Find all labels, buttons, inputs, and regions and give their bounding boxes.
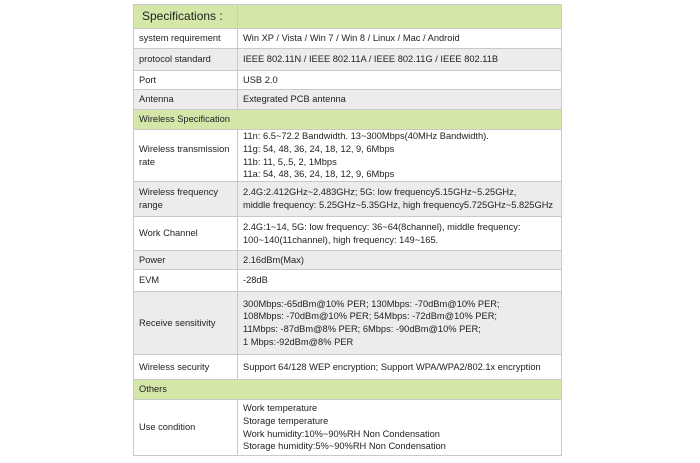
spec-value-line: Work temperature (243, 403, 318, 414)
spec-label: Work Channel (134, 217, 238, 251)
spec-value-line: 300Mbps:-65dBm@10% PER; 130Mbps: -70dBm@10% PER; (243, 298, 500, 309)
spec-value-line: -28dB (243, 275, 268, 286)
spec-value-line: 1 Mbps:-92dBm@8% PER (243, 336, 354, 347)
spec-value-line: 11n: 6.5~72.2 Bandwidth. 13~300Mbps(40MHz Bandwidth). (243, 131, 489, 142)
spec-row (134, 49, 562, 71)
spec-value-line: Work humidity:10%~90%RH Non Condensation (243, 428, 440, 439)
spec-label: system requirement (134, 29, 238, 49)
spec-value-line: IEEE 802.11N / IEEE 802.11A / IEEE 802.11G / IEEE 802.11B (243, 54, 499, 65)
spec-value (238, 29, 562, 49)
others-section-label: Others (134, 380, 562, 400)
spec-value-line: Storage humidity:5%~90%RH Non Condensation (243, 441, 446, 452)
spec-label: protocol standard (134, 49, 238, 71)
spec-value (238, 182, 562, 217)
spec-value-line: Storage temperature (243, 415, 329, 426)
specifications-header-row (134, 5, 562, 29)
spec-value-line: middle frequency: 5.25GHz~5.35GHz, high frequency5.725GHz~5.825GHz (243, 200, 554, 210)
spec-value (238, 71, 562, 90)
spec-row (134, 251, 562, 270)
spec-value (238, 355, 562, 380)
spec-row (134, 400, 562, 456)
spec-value-line: 2.4G:2.412GHz~2.483GHz; 5G: low frequency5.15GHz~5.25GHz, (243, 187, 517, 198)
spec-label: Wireless frequency range (134, 182, 238, 217)
spec-label: Receive sensitivity (134, 292, 238, 355)
spec-value-line: 2.16dBm(Max) (243, 254, 304, 265)
spec-label: EVM (134, 270, 238, 292)
spec-row (134, 90, 562, 110)
spec-value-line: 11Mbps: -87dBm@8% PER; 6Mbps: -90dBm@10% PER; (243, 324, 481, 334)
spec-value (238, 130, 562, 182)
spec-value (238, 292, 562, 355)
others-section (134, 380, 562, 400)
spec-label: Power (134, 251, 238, 270)
spec-value-line: Win XP / Vista / Win 7 / Win 8 / Linux / Mac / Android (243, 33, 460, 44)
spec-value-line: 100~140(11channel), high frequency: 149~165. (243, 234, 439, 245)
spec-row (134, 29, 562, 49)
spec-row (134, 292, 562, 355)
spec-label: Port (134, 71, 238, 90)
spec-row (134, 182, 562, 217)
spec-value-line: Support 64/128 WEP encryption; Support WPA/WPA2/802.1x encryption (243, 361, 541, 372)
spec-value-line: USB 2.0 (243, 74, 278, 85)
spec-row (134, 270, 562, 292)
spec-value (238, 400, 562, 456)
spec-value-line: 2.4G:1~14, 5G: low frequency: 36~64(8channel), middle frequency: (243, 221, 521, 232)
spec-value (238, 217, 562, 251)
spec-value-line: 11g: 54, 48, 36, 24, 18, 12, 9, 6Mbps (243, 143, 395, 154)
spec-label: Wireless security (134, 355, 238, 380)
spec-value-line: 11a: 54, 48, 36, 24, 18, 12, 9, 6Mbps (243, 169, 395, 180)
spec-row (134, 71, 562, 90)
spec-value-line: 11b: 11, 5,.5, 2, 1Mbps (243, 156, 337, 167)
spec-value (238, 270, 562, 292)
spec-row (134, 217, 562, 251)
spec-label: Antenna (134, 90, 238, 110)
spec-value (238, 90, 562, 110)
spec-value (238, 251, 562, 270)
specifications-table (133, 4, 562, 456)
spec-value-line: Extegrated PCB antenna (243, 94, 346, 105)
spec-row (134, 130, 562, 182)
header-blank-cell (238, 5, 562, 29)
spec-label: Use condition (134, 400, 238, 456)
wireless-specification-section-label: Wireless Specification (134, 110, 562, 130)
spec-label: Wireless transmission rate (134, 130, 238, 182)
specifications-title: Specifications : (134, 5, 238, 29)
spec-value (238, 49, 562, 71)
spec-row (134, 355, 562, 380)
wireless-specification-section (134, 110, 562, 130)
spec-value-line: 108Mbps: -70dBm@10% PER; 54Mbps: -72dBm@10% PER; (243, 311, 497, 322)
